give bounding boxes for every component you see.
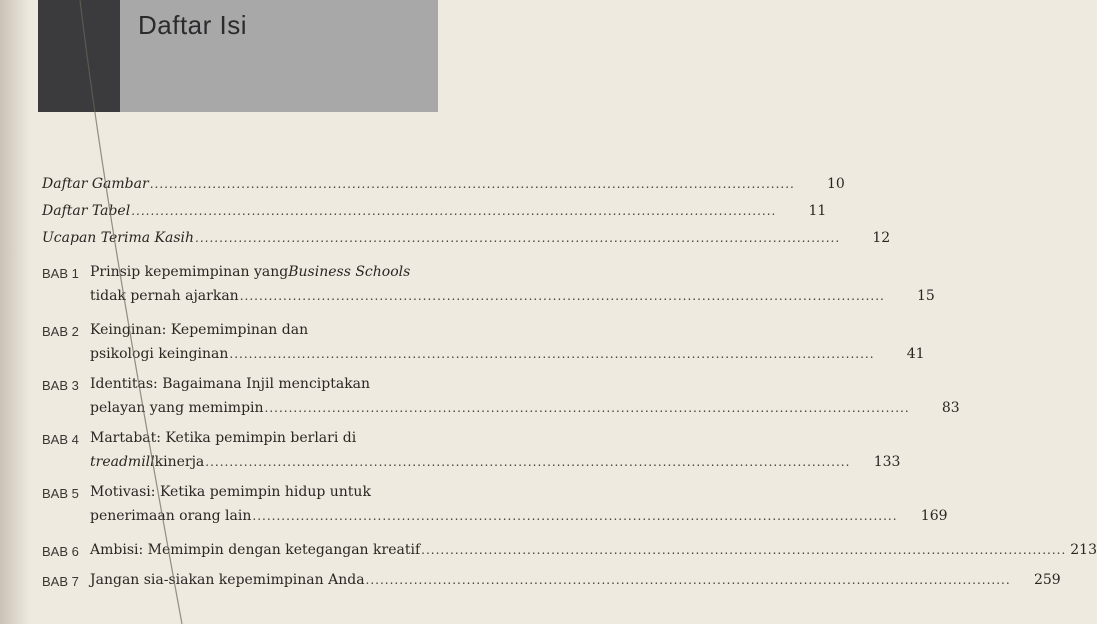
dot-leader — [229, 344, 874, 364]
chapter-title-line1: Identitas: Bagaimana Injil menciptakan — [90, 376, 371, 392]
chapter-label: BAB 7 — [42, 574, 79, 589]
toc-page-number: 11 — [808, 203, 827, 219]
toc-entry-title: Daftar Gambar — [42, 176, 149, 192]
toc-page-number: 259 — [1033, 572, 1061, 588]
dot-leader — [131, 201, 776, 221]
chapter-label: BAB 4 — [42, 432, 79, 447]
dot-leader — [366, 570, 1011, 590]
dot-leader — [205, 452, 850, 472]
chapter-title-line1: Martabat: Ketika pemimpin berlari di — [90, 430, 357, 446]
toc-page-number: 133 — [873, 454, 901, 470]
chapter-title-line1: Ambisi: Memimpin dengan ketegangan kreatif — [90, 542, 421, 558]
toc-entry-bab-4[interactable] — [42, 428, 901, 474]
chapter-title-line2: penerimaan orang lain — [90, 508, 252, 524]
toc-entry-bab-2[interactable] — [42, 320, 925, 366]
chapter-title-line1: Motivasi: Ketika pemimpin hidup untuk — [90, 484, 371, 500]
toc-page-number: 83 — [941, 400, 960, 416]
dot-leader — [421, 540, 1066, 560]
dot-leader — [265, 398, 910, 418]
chapter-title-italic: Business Schools — [288, 264, 411, 280]
toc-entry-title: Ucapan Terima Kasih — [42, 230, 195, 246]
toc-page-number: 169 — [920, 508, 948, 524]
toc-page-number: 41 — [906, 346, 925, 362]
chapter-title-line2: psikologi keinginan — [90, 346, 229, 362]
dot-leader — [252, 506, 897, 526]
chapter-label: BAB 5 — [42, 486, 79, 501]
chapter-label: BAB 6 — [42, 544, 79, 559]
dot-leader — [240, 286, 885, 306]
toc-page-number: 213 — [1070, 542, 1097, 558]
page-title: Daftar Isi — [138, 10, 248, 40]
toc-entry-title: Daftar Tabel — [42, 203, 131, 219]
chapter-label: BAB 2 — [42, 324, 79, 339]
chapter-title-line1: Keinginan: Kepemimpinan dan — [90, 322, 309, 338]
chapter-title-line2: pelayan yang memimpin — [90, 400, 264, 416]
dot-leader — [150, 174, 795, 194]
chapter-title-italic: treadmill — [90, 454, 155, 470]
toc-entry-bab-3[interactable] — [42, 374, 960, 420]
chapter-title-line2: kinerja — [154, 454, 205, 470]
toc-page-number: 12 — [872, 230, 891, 246]
chapter-title-line2: tidak pernah ajarkan — [90, 288, 239, 304]
toc-page-number: 10 — [827, 176, 845, 192]
toc-entry-bab-1[interactable] — [42, 262, 935, 308]
dot-leader — [195, 228, 840, 248]
chapter-label: BAB 1 — [42, 266, 79, 281]
toc-page-number: 15 — [917, 288, 935, 304]
chapter-title-line1: Prinsip kepemimpinan yang — [90, 264, 289, 280]
toc-entry-bab-5[interactable] — [42, 482, 948, 528]
chapter-label: BAB 3 — [42, 378, 79, 393]
chapter-title-line1: Jangan sia-siakan kepemimpinan Anda — [90, 572, 365, 588]
